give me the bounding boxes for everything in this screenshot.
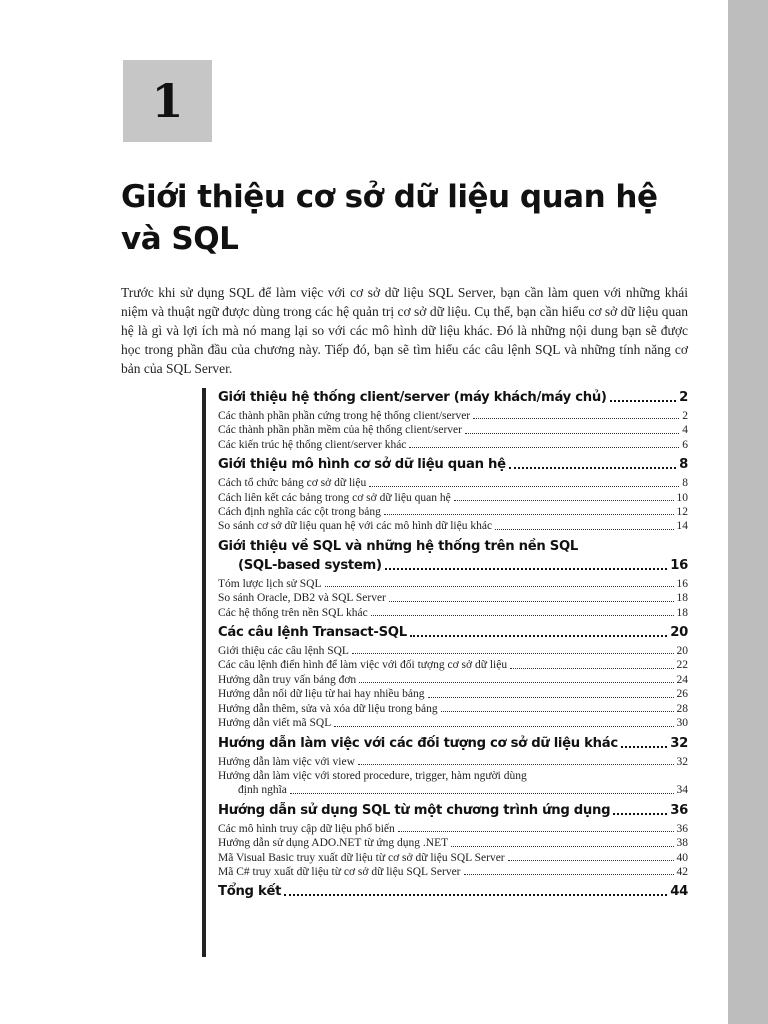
- toc-item[interactable]: [218, 606, 688, 620]
- toc-item[interactable]: [218, 577, 688, 591]
- leader-dots: [451, 846, 673, 847]
- toc-item[interactable]: [218, 702, 688, 716]
- leader-dots: [510, 668, 673, 669]
- toc-section-title: Hướng dẫn sử dụng SQL từ một chương trình ứng dụng: [218, 802, 611, 818]
- toc-item-title: Cách tổ chức bảng cơ sở dữ liệu: [218, 477, 367, 490]
- toc-section[interactable]: [218, 882, 688, 901]
- leader-dots: [613, 813, 667, 815]
- toc-item-page: 4: [682, 424, 688, 437]
- toc-item[interactable]: [218, 716, 688, 730]
- toc-item[interactable]: [218, 851, 688, 865]
- toc-item-title: Hướng dẫn viết mã SQL: [218, 717, 332, 730]
- toc-section-title-cont: (SQL-based system): [238, 557, 382, 573]
- toc-item-page: 32: [676, 755, 688, 768]
- toc-item-title: Các mô hình truy cập dữ liệu phổ biến: [218, 822, 395, 835]
- toc-item[interactable]: [218, 865, 688, 879]
- leader-dots: [389, 601, 674, 602]
- toc-item-title: So sánh Oracle, DB2 và SQL Server: [218, 592, 386, 605]
- leader-dots: [359, 682, 673, 683]
- toc-item-title: Các thành phần phần mềm của hệ thống client/server: [218, 424, 462, 437]
- leader-dots: [358, 764, 674, 765]
- toc-section[interactable]: [218, 455, 688, 474]
- toc-item-page: 18: [676, 606, 688, 619]
- toc-item-page: 16: [676, 577, 688, 590]
- leader-dots: [385, 568, 668, 570]
- chapter-number-box: [123, 60, 212, 142]
- toc-item[interactable]: [218, 755, 688, 769]
- toc-item-title: Tóm lược lịch sử SQL: [218, 577, 322, 590]
- toc-item-page: 8: [682, 477, 688, 490]
- leader-dots: [410, 635, 667, 637]
- chapter-title: [121, 176, 721, 260]
- toc-item-title: Hướng dẫn làm việc với stored procedure, trigger, hàm người dùng: [218, 769, 527, 782]
- toc-item-page: 24: [676, 673, 688, 686]
- page-edge-strip: [728, 0, 768, 1024]
- toc-item-title-cont: định nghĩa: [238, 784, 287, 797]
- toc-section-page: 36: [670, 802, 688, 818]
- toc-item-title: Hướng dẫn truy vấn bảng đơn: [218, 673, 357, 686]
- leader-dots: [384, 514, 674, 515]
- toc-item-title: Mã Visual Basic truy xuất dữ liệu từ cơ sở dữ liệu SQL Server: [218, 851, 505, 864]
- toc-item[interactable]: [218, 644, 688, 658]
- toc-section-title: Giới thiệu hệ thống client/server (máy khách/máy chủ): [218, 390, 607, 405]
- toc-item-page: 34: [676, 784, 688, 797]
- toc-section-title: Hướng dẫn làm việc với các đối tượng cơ sở dữ liệu khác: [218, 735, 618, 751]
- toc-item[interactable]: [218, 409, 688, 423]
- leader-dots: [352, 653, 674, 654]
- toc-item-page: 38: [676, 837, 688, 850]
- chapter-title-line2: và SQL: [121, 221, 239, 257]
- toc-item-title: Các kiến trúc hệ thống client/server khác: [218, 438, 407, 451]
- toc-item-page: 6: [682, 438, 688, 451]
- leader-dots: [509, 467, 676, 469]
- toc-item-page: 30: [676, 717, 688, 730]
- leader-dots: [495, 529, 673, 530]
- toc-item-page: 2: [682, 410, 688, 422]
- toc-item-page: 36: [676, 822, 688, 835]
- toc-section-page: 2: [679, 390, 688, 405]
- toc-item-title: Hướng dẫn sử dụng ADO.NET từ ứng dụng .NET: [218, 837, 449, 850]
- toc-item-title: Hướng dẫn thêm, sửa và xóa dữ liệu trong bảng: [218, 702, 438, 715]
- toc-item[interactable]: [218, 423, 688, 437]
- leader-dots: [428, 697, 674, 698]
- toc-item[interactable]: [218, 836, 688, 850]
- leader-dots: [284, 894, 667, 896]
- toc-item[interactable]: [218, 687, 688, 701]
- toc-item-title: Hướng dẫn làm việc với view: [218, 755, 355, 768]
- leader-dots: [409, 447, 679, 448]
- toc-item-page: 18: [676, 592, 688, 605]
- toc-section[interactable]: [218, 623, 688, 642]
- toc-section[interactable]: [218, 537, 688, 556]
- leader-dots: [334, 726, 673, 727]
- toc-item-title: Các thành phần phần cứng trong hệ thống client/server: [218, 410, 471, 422]
- toc-item[interactable]: [218, 438, 688, 452]
- toc-item-page: 26: [676, 688, 688, 701]
- leader-dots: [325, 586, 674, 587]
- toc-item[interactable]: [218, 822, 688, 836]
- toc-section-page: 44: [670, 884, 688, 900]
- toc-item-page: 28: [676, 702, 688, 715]
- toc-section-title: Các câu lệnh Transact-SQL: [218, 625, 407, 641]
- toc-item-page: 22: [676, 659, 688, 672]
- toc-section-title: Giới thiệu về SQL và những hệ thống trên nền SQL: [218, 538, 579, 554]
- toc-item-title: Cách liên kết các bảng trong cơ sở dữ liệu quan hệ: [218, 491, 451, 504]
- toc-item-title: Các hệ thống trên nền SQL khác: [218, 606, 368, 619]
- leader-dots: [441, 711, 674, 712]
- toc-item-page: 14: [676, 520, 688, 533]
- chapter-number: 1: [151, 74, 184, 128]
- leader-dots: [369, 486, 679, 487]
- toc-item-title: So sánh cơ sở dữ liệu quan hệ với các mô hình dữ liệu khác: [218, 520, 493, 533]
- toc-section-title: Tổng kết: [218, 884, 282, 900]
- intro-paragraph: Trước khi sử dụng SQL để làm việc với cơ sở dữ liệu SQL Server, bạn cần làm quen với những khái niệm và thuật ngữ được dùng trong các hệ quản trị cơ sở dữ liệu. Cụ thể, bạn cần hiểu cơ sở dữ liệu quan hệ là gì và lợi ích mà nó mang lại so với các mô hình dữ liệu khác. Đó là những nội dung bạn sẽ được học trong phần đầu của chương này. Tiếp đó, bạn sẽ tìm hiểu các câu lệnh SQL và những tính năng cơ bản của SQL Server.: [121, 285, 688, 376]
- toc-item-continued[interactable]: [218, 783, 688, 797]
- toc-item-page: 12: [676, 506, 688, 519]
- leader-dots: [508, 860, 674, 861]
- toc-section[interactable]: [218, 734, 688, 753]
- toc-item-title: Hướng dẫn nối dữ liệu từ hai hay nhiều bảng: [218, 688, 425, 701]
- chapter-title-line1: Giới thiệu cơ sở dữ liệu quan hệ: [121, 179, 658, 215]
- toc-section-continued[interactable]: [218, 556, 688, 575]
- toc-item[interactable]: [218, 673, 688, 687]
- toc-section[interactable]: [218, 801, 688, 820]
- toc-item-title: Giới thiệu các câu lệnh SQL: [218, 645, 349, 658]
- toc-item-page: 40: [676, 851, 688, 864]
- toc-item-title: Cách định nghĩa các cột trong bảng: [218, 506, 381, 519]
- toc-item-page: 42: [676, 865, 688, 878]
- toc-section-title: Giới thiệu mô hình cơ sở dữ liệu quan hệ: [218, 457, 506, 473]
- toc-item-title: Các câu lệnh điển hình để làm việc với đối tượng cơ sở dữ liệu: [218, 659, 508, 672]
- toc-section-page: 32: [670, 735, 688, 751]
- toc-section-page: 20: [670, 625, 688, 641]
- toc-item[interactable]: [218, 519, 688, 533]
- table-of-contents: [202, 388, 688, 957]
- leader-dots: [621, 746, 667, 748]
- toc-item-page: 10: [676, 491, 688, 504]
- toc-section-page: 8: [679, 457, 688, 473]
- leader-dots: [454, 500, 674, 501]
- leader-dots: [290, 793, 674, 794]
- toc-item[interactable]: [218, 505, 688, 519]
- leader-dots: [398, 831, 674, 832]
- toc-item[interactable]: [218, 658, 688, 672]
- toc-item[interactable]: [218, 476, 688, 490]
- leader-dots: [610, 400, 676, 402]
- leader-dots: [464, 874, 674, 875]
- leader-dots: [465, 433, 679, 434]
- toc-item-title: Mã C# truy xuất dữ liệu từ cơ sở dữ liệu SQL Server: [218, 865, 461, 878]
- toc-item[interactable]: [218, 769, 688, 783]
- leader-dots: [473, 418, 679, 419]
- toc-item[interactable]: [218, 491, 688, 505]
- toc-item-page: 20: [676, 645, 688, 658]
- toc-section[interactable]: [218, 388, 688, 407]
- toc-section-page: 16: [670, 557, 688, 573]
- toc-item[interactable]: [218, 591, 688, 605]
- leader-dots: [371, 615, 674, 616]
